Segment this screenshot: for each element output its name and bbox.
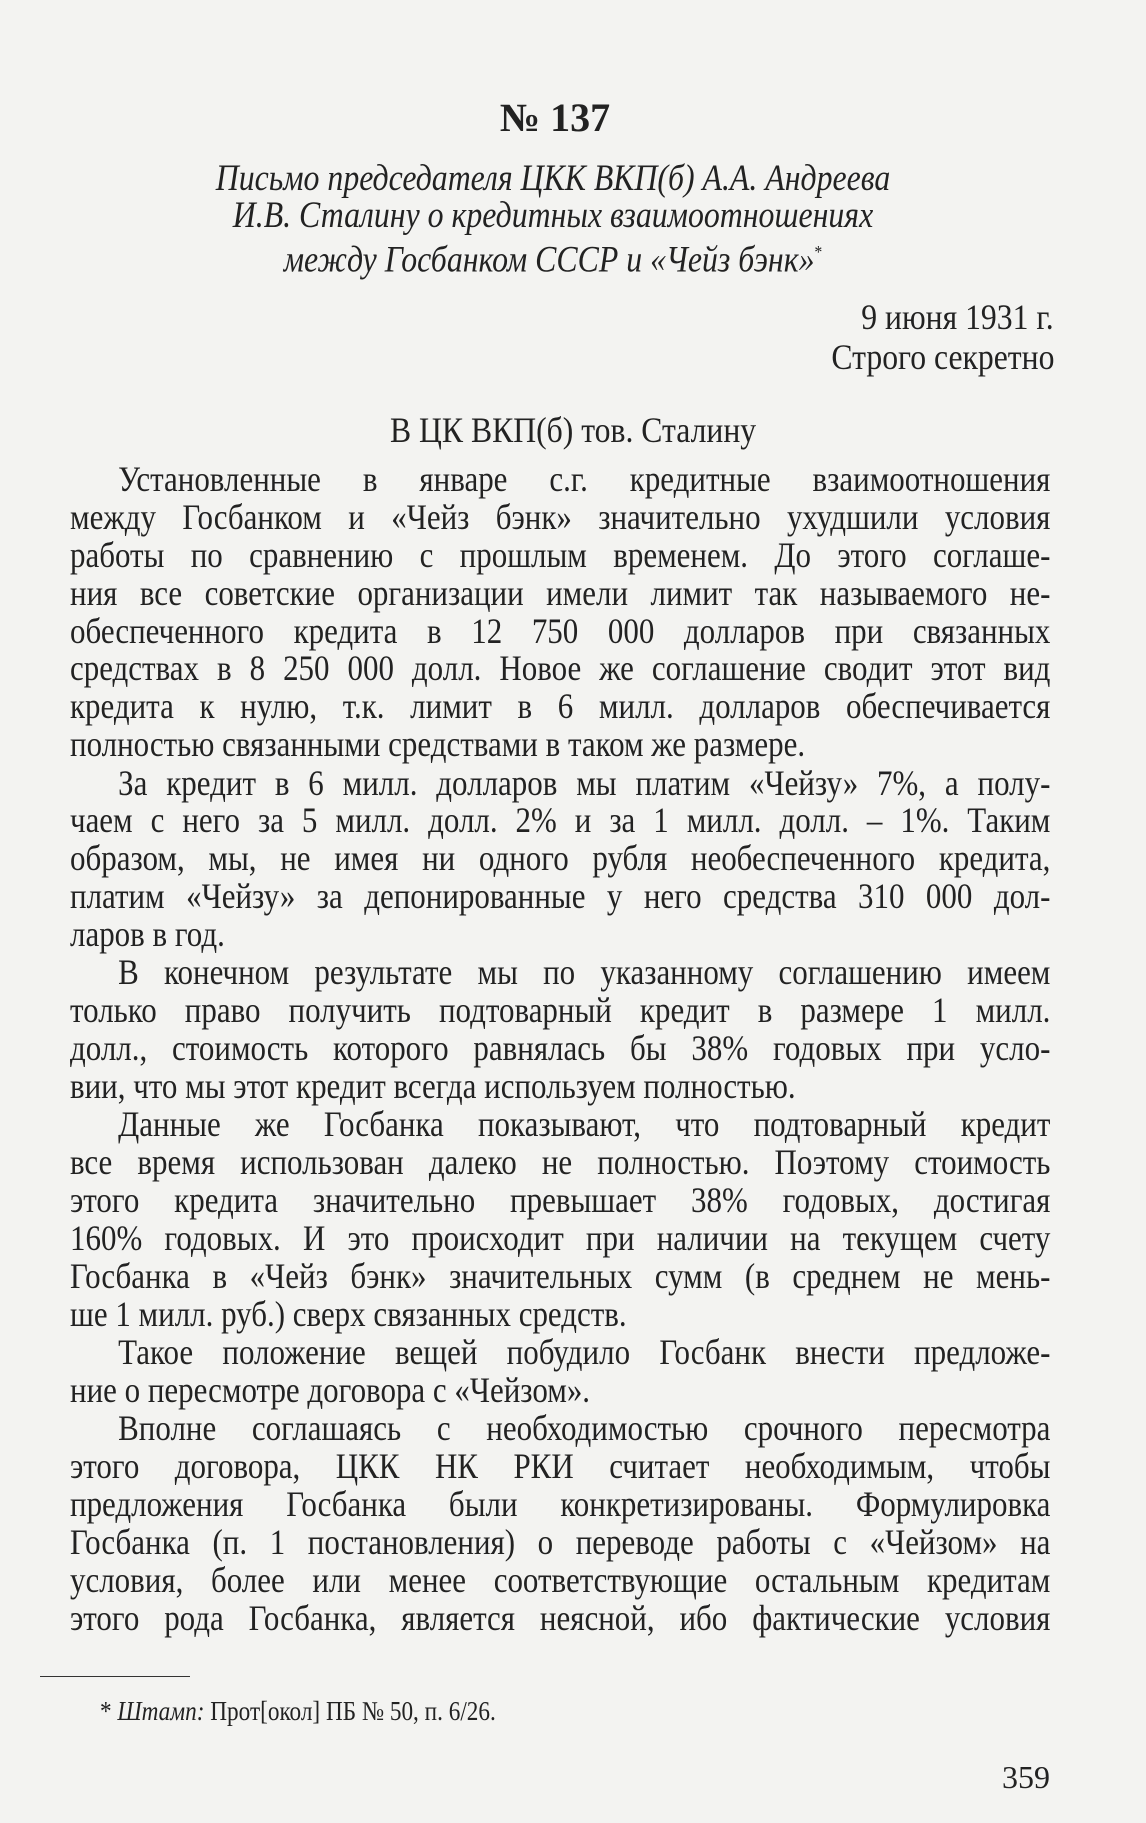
paragraph [70, 461, 1050, 764]
text-line: кредита к нулю, т.к. лимит в 6 милл. долларов обеспечивается [70, 686, 1051, 727]
footnote-mark: * [100, 1696, 112, 1726]
text-line: ше 1 милл. руб.) сверх связанных средств. [70, 1293, 627, 1334]
text-line: обеспеченного кредита в 12 750 000 долларов при связанных [70, 610, 1051, 651]
text-line: этого кредита значительно превышает 38% годовых, достигая [70, 1180, 1051, 1221]
title-line: И.В. Сталину о кредитных взаимоотношениях [232, 195, 874, 236]
text-line: За кредит в 6 милл. долларов мы платим «Чейзу» 7%, а полу- [118, 762, 1051, 803]
paragraph [70, 1334, 1050, 1410]
addressee-text: В ЦК ВКП(б) тов. Сталину [389, 410, 757, 450]
text-line: только право получить подтоварный кредит в размере 1 милл. [70, 990, 1051, 1031]
text-line: В конечном результате мы по указанному соглашению имеем [118, 952, 1051, 993]
letter-body [70, 461, 1050, 1638]
text-line: между Госбанком и «Чейз бэнк» значительно ухудшили условия [70, 496, 1051, 537]
text-line: Такое положение вещей побудило Госбанк внести предложе- [118, 1332, 1051, 1373]
text-line: ние о пересмотре договора с «Чейзом». [70, 1369, 591, 1410]
footnote-text: Прот[окол] ПБ № 50, п. 6/26. [210, 1696, 496, 1726]
text-line: Данные же Госбанка показывают, что подтоварный кредит [118, 1104, 1051, 1145]
title-line-text: между Госбанком СССР и «Чейз бэнк» [283, 239, 815, 281]
paragraph [70, 1106, 1050, 1333]
text-line: вии, что мы этот кредит всегда используем полностью. [70, 1066, 796, 1107]
text-line: все время использован далеко не полностью. Поэтому стоимость [70, 1142, 1051, 1183]
title-line [163, 234, 942, 281]
text-line: Вполне соглашаясь с необходимостью срочного пересмотра [118, 1408, 1051, 1449]
text-line: полностью связанными средствами в таком же размере. [70, 724, 806, 765]
text-line: образом, мы, не имея ни одного рубля необеспеченного кредита, [70, 838, 1051, 879]
text-line: Госбанка (п. 1 постановления) о переводе работы с «Чейзом» на [70, 1521, 1051, 1562]
text-line: долл., стоимость которого равнялась бы 38% годовых при усло- [70, 1028, 1051, 1069]
footnote [100, 1696, 496, 1726]
text-line: ларов в год. [70, 914, 225, 955]
document-number: № 137 [499, 95, 611, 140]
text-line: ния все советские организации имели лимит так называемого не- [70, 572, 1051, 613]
text-line: предложения Госбанка были конкретизированы. Формулировка [70, 1484, 1051, 1524]
text-line: работы по сравнению с прошлым временем. До этого соглаше- [70, 534, 1051, 575]
paragraph [70, 954, 1050, 1106]
text-line: Госбанка в «Чейз бэнк» значительных сумм (в среднем не мень- [70, 1255, 1051, 1296]
document-date: 9 июня 1931 г. [861, 297, 1054, 337]
paragraph [70, 1410, 1050, 1637]
text-line: 160% годовых. И это происходит при наличии на текущем счету [70, 1217, 1051, 1258]
text-line: этого договора, ЦКК НК РКИ считает необходимым, чтобы [70, 1446, 1051, 1487]
text-line: этого рода Госбанка, является неясной, ибо фактические условия [70, 1597, 1051, 1638]
paragraph [70, 762, 1051, 955]
addressee [0, 411, 1146, 449]
text-line: средствах в 8 250 000 долл. Новое же соглашение сводит этот вид [70, 648, 1051, 689]
classification-label: Строго секретно [830, 337, 1054, 377]
document-title [100, 158, 1006, 281]
footnote-label: Штамп: [117, 1696, 205, 1726]
title-line: Письмо председателя ЦКК ВКП(б) А.А. Андреева [215, 158, 891, 199]
page-number: 359 [1002, 1759, 1050, 1795]
footnote-mark: * [814, 242, 823, 262]
text-line: платим «Чейзу» за депонированные у него средства 310 000 дол- [70, 876, 1051, 917]
text-line: Установленные в январе с.г. кредитные взаимоотношения [118, 459, 1051, 499]
text-line: условия, более или менее соответствующие остальным кредитам [70, 1559, 1051, 1600]
text-line: чаем с него за 5 милл. долл. 2% и за 1 милл. долл. – 1%. Таким [70, 800, 1051, 841]
footnote-divider [40, 1676, 190, 1677]
